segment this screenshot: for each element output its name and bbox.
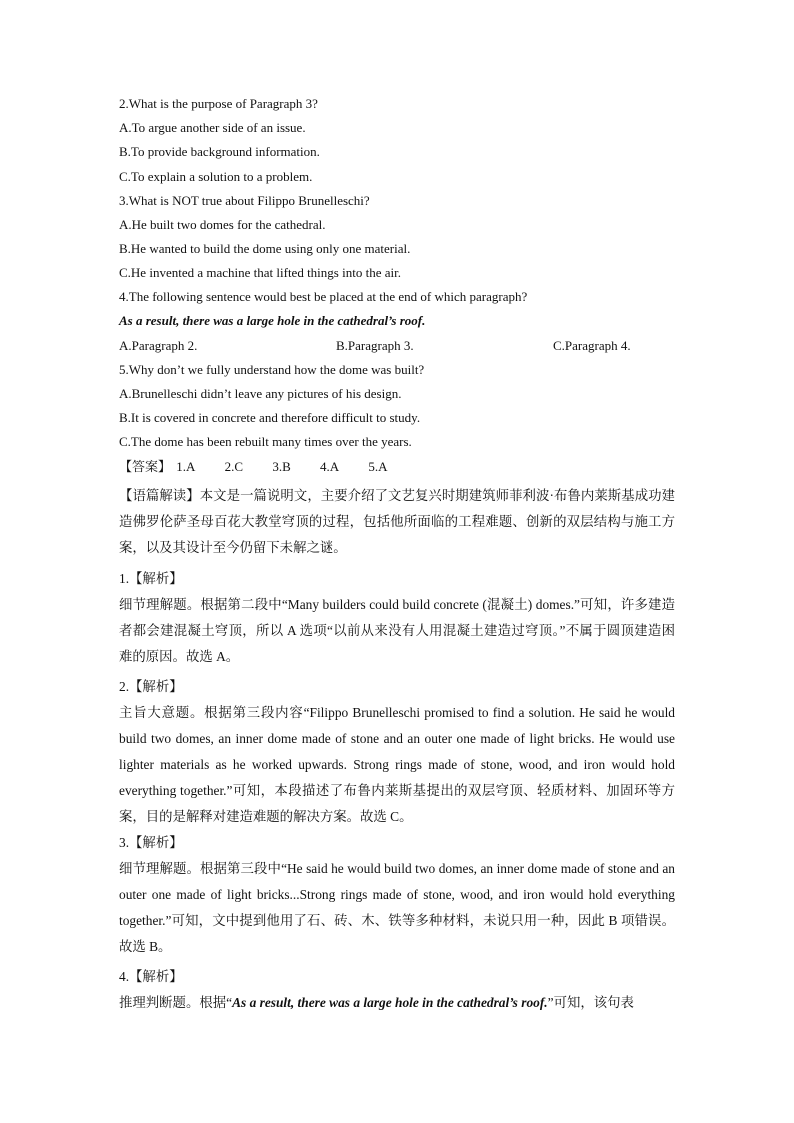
answer-key-label: 【答案】 [119,459,172,474]
question-4-option-a: A.Paragraph 2. [119,338,198,353]
question-2-option-c: C.To explain a solution to a problem. [119,169,313,184]
answer-item: 5.A [368,459,388,474]
question-4-option-c: C.Paragraph 4. [553,338,631,353]
question-3-option-c: C.He invented a machine that lifted things into the air. [119,265,401,280]
question-2-option-b: B.To provide background information. [119,144,320,159]
answer-item: 3.B [272,459,291,474]
analysis-4-prefix: 推理判断题。根据“ [119,995,233,1010]
question-4-sentence: As a result, there was a large hole in the cathedral’s roof. [119,313,426,328]
question-2-stem: 2.What is the purpose of Paragraph 3? [119,96,318,111]
question-5-stem: 5.Why don’t we fully understand how the dome was built? [119,362,425,377]
question-5-option-b: B.It is covered in concrete and therefore difficult to study. [119,410,421,425]
question-5-option-a: A.Brunelleschi didn’t leave any pictures of his design. [119,386,402,401]
answer-item: 1.A [176,459,196,474]
question-5-option-c: C.The dome has been rebuilt many times over the years. [119,434,412,449]
question-3-option-b: B.He wanted to build the dome using only one material. [119,241,411,256]
answer-item: 2.C [224,459,244,474]
analysis-1-title: 1.【解析】 [119,571,183,586]
question-3-option-a: A.He built two domes for the cathedral. [119,217,326,232]
analysis-4-text [119,990,675,1016]
analysis-3-title: 3.【解析】 [119,835,183,850]
question-3-stem: 3.What is NOT true about Filippo Brunelleschi? [119,193,370,208]
question-4-stem: 4.The following sentence would best be placed at the end of which paragraph? [119,289,528,304]
analysis-4-title: 4.【解析】 [119,969,183,984]
analysis-3-text: 细节理解题。根据第三段中“He said he would build two domes, an inner dome made of stone and an outer one made of light bricks...Strong rings made of stone, wood, and iron would hold everything together.”可知，文中提到他用了石、砖、木、铁等多种材料，未说只用一种，因此 B 项错误。故选 B。 [119,861,675,954]
question-2-option-a: A.To argue another side of an issue. [119,120,306,135]
reading-summary: 【语篇解读】本文是一篇说明文，主要介绍了文艺复兴时期建筑师菲利波·布鲁内莱斯基成功建造佛罗伦萨圣母百花大教堂穹顶的过程，包括他所面临的工程难题、创新的双层结构与施工方案，以及其设计至今仍留下未解之谜。 [119,488,675,555]
answer-item: 4.A [320,459,340,474]
analysis-2-title: 2.【解析】 [119,679,183,694]
analysis-4-suffix: ”可知，该句表 [547,995,634,1010]
answer-key [119,458,414,476]
question-4-option-b: B.Paragraph 3. [336,338,414,353]
analysis-1-text: 细节理解题。根据第二段中“Many builders could build concrete (混凝土) domes.”可知，许多建造者都会建混凝土穹顶，所以 A 选项“以前从来没有人用混凝土建造过穹顶。”不属于圆顶建造困难的原因。故选 A。 [119,597,675,664]
analysis-4-quote: As a result, there was a large hole in the cathedral’s roof. [232,995,548,1010]
analysis-2-text: 主旨大意题。根据第三段内容“Filippo Brunelleschi promised to find a solution. He said he would build two domes, an inner dome made of stone and an outer one made of light bricks. He would use lighter materials as he worked upwards. Strong rings made of stone, wood, and iron would hold everything together.”可知，本段描述了布鲁内莱斯基提出的双层穹顶、轻质材料、加固环等方案，目的是解释对建造难题的解决方案。故选 C。 [119,705,675,824]
